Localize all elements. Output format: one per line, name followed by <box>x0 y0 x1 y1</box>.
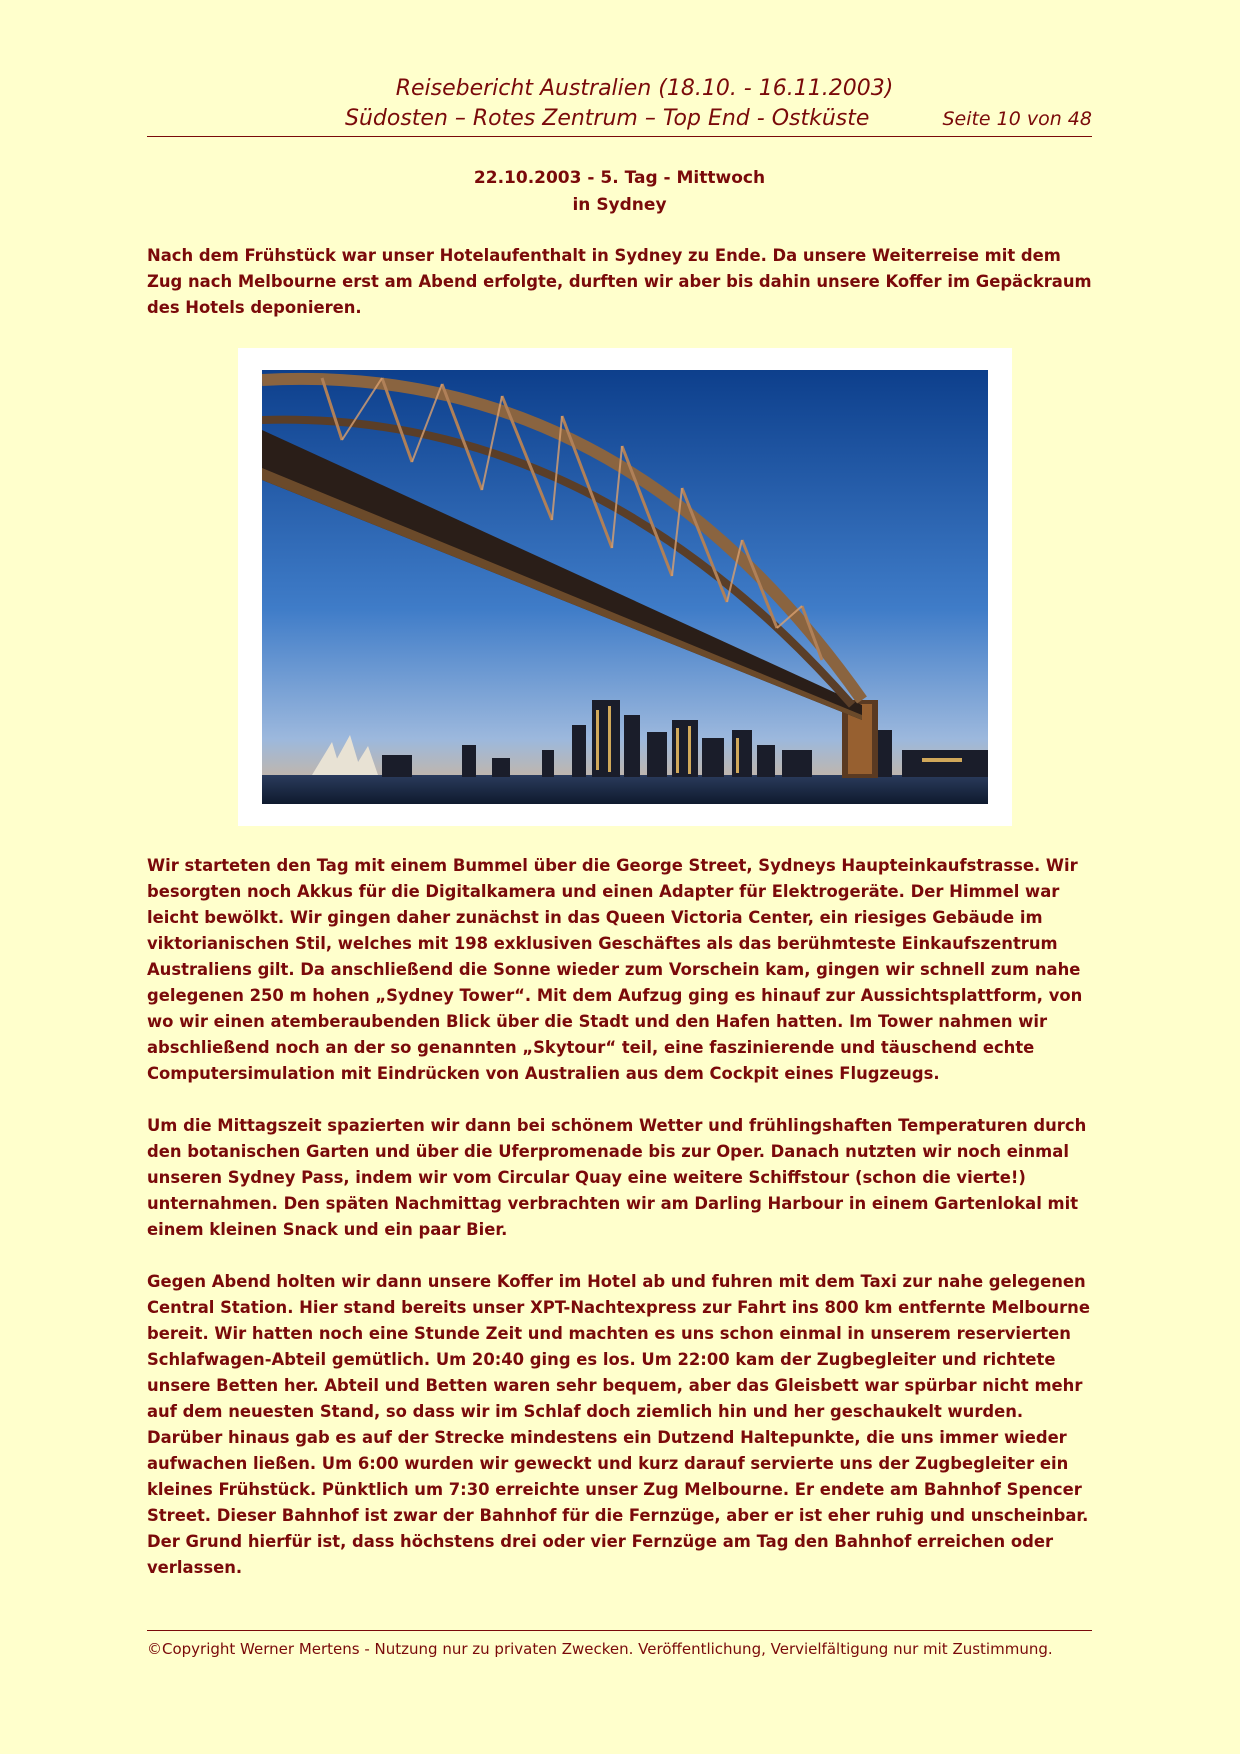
photo-frame <box>238 348 1012 826</box>
copyright-footer: ©Copyright Werner Mertens - Nutzung nur zu privaten Zwecken. Veröffentlichung, Vervielfältigung nur mit Zustimmung. <box>147 1630 1092 1662</box>
day-date-line: 22.10.2003 - 5. Tag - Mittwoch <box>473 168 766 188</box>
header-rule-row <box>147 104 1092 137</box>
paragraph-3: Um die Mittagszeit spazierten wir dann bei schönem Wetter und frühlingshaften Temperaturen durch den botanischen Garten und über die Uferpromenade bis zur Oper. Danach nutzten wir noch einmal unseren Sydney Pass, indem wir vom Circular Quay eine weitere Schiffstour (schon die vierte!) unternahmen. Den späten Nachmittag verbrachten wir am Darling Harbour in einem Gartenlokal mit einem kleinen Snack und ein paar Bier. <box>147 1116 1087 1239</box>
paragraph-4: Gegen Abend holten wir dann unsere Koffer im Hotel ab und fuhren mit dem Taxi zur nahe gelegenen Central Station. Hier stand bereits unser XPT-Nachtexpress zur Fahrt ins 800 km entfernte Melbourne bereit. Wir hatten noch eine Stunde Zeit und machten es uns schon einmal in unserem reservierten Schlafwagen-Abteil gemütlich. Um 20:40 ging es los. Um 22:00 kam der Zugbegleiter und richtete unsere Betten her. Abteil und Betten waren sehr bequem, aber das Gleisbett war spürbar nicht mehr auf dem neuesten Stand, so dass wir im Schlaf doch ziemlich hin und her geschaukelt wurden. Darüber hinaus gab es auf der Strecke mindestens ein Dutzend Haltepunkte, die uns immer wieder aufwachen ließen. Um 6:00 wurden wir geweckt und kurz darauf servierte uns der Zugbegleiter ein kleines Frühstück. Pünktlich um 7:30 erreichte unser Zug Melbourne. Er endete am Bahnhof Spencer Street. Dieser Bahnhof ist zwar der Bahnhof für die Fernzüge, aber er ist eher ruhig und unscheinbar. Der Grund hierfür ist, dass höchstens drei oder vier Fernzüge am Tag den Bahnhof erreichen oder verlassen. <box>147 1272 1090 1577</box>
paragraph-1: Nach dem Frühstück war unser Hotelaufenthalt in Sydney zu Ende. Da unsere Weiterreise mit dem Zug nach Melbourne erst am Abend erfolgte, durften wir aber bis dahin unsere Koffer im Gepäckraum des Hotels deponieren. <box>147 246 1092 317</box>
report-subtitle: Südosten – Rotes Zentrum – Top End - Ostküste <box>345 106 870 131</box>
harbour-bridge-photo <box>262 370 988 804</box>
day-place-line: in Sydney <box>572 195 667 215</box>
page-number: Seite 10 von 48 <box>942 108 1092 130</box>
paragraph-2: Wir starteten den Tag mit einem Bummel über die George Street, Sydneys Haupteinkaufstrasse. Wir besorgten noch Akkus für die Digitalkamera und einen Adapter für Elektrogeräte. Der Himmel war leicht bewölkt. Wir gingen daher zunächst in das Queen Victoria Center, ein riesiges Gebäude im viktorianischen Stil, welches mit 198 exklusiven Geschäftes als das berühmteste Einkaufszentrum Australiens gilt. Da anschließend die Sonne wieder zum Vorschein kam, gingen wir schnell zum nahe gelegenen 250 m hohen „Sydney Tower“. Mit dem Aufzug ging es hinauf zur Aussichtsplattform, von wo wir einen atemberaubenden Blick über die Stadt und den Hafen hatten. Im Tower nahmen wir abschließend noch an der so genannten „Skytour“ teil, eine faszinierende und täuschend echte Computersimulation mit Eindrücken von Australien aus dem Cockpit eines Flugzeugs. <box>147 856 1083 1083</box>
page-header <box>147 74 1092 137</box>
day-heading <box>147 165 1092 219</box>
report-title: Reisebericht Australien (18.10. - 16.11.2003) <box>395 76 894 101</box>
